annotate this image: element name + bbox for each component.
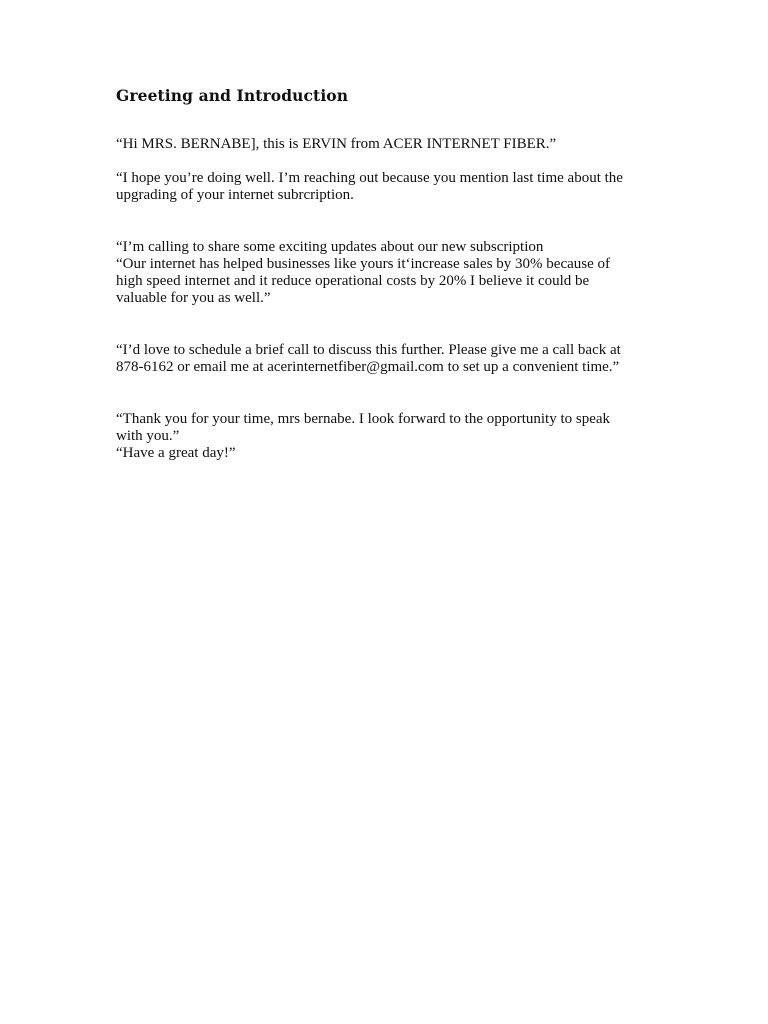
text-line: “I hope you’re doing well. I’m reaching out because you mention last time about the	[116, 170, 623, 186]
text-line: high speed internet and it reduce operational costs by 20% I believe it could be	[116, 273, 590, 289]
text-line: “I’d love to schedule a brief call to discuss this further. Please give me a call back at	[116, 342, 621, 358]
text-line: “Thank you for your time, mrs bernabe. I look forward to the opportunity to speak	[116, 411, 611, 427]
text-line: valuable for you as well.”	[116, 290, 271, 306]
document-body	[116, 86, 656, 462]
document-heading: Greeting and Introduction	[116, 86, 349, 105]
text-line: “Hi MRS. BERNABE], this is ERVIN from ACER INTERNET FIBER.”	[116, 136, 557, 152]
schedule-paragraph	[116, 342, 656, 376]
intro-paragraph	[116, 170, 656, 204]
text-line: “Have a great day!”	[116, 445, 236, 461]
closing-paragraph	[116, 411, 656, 462]
updates-paragraph	[116, 239, 656, 307]
text-line: upgrading of your internet subrcription.	[116, 187, 354, 203]
text-line: 878-6162 or email me at acerinternetfiber@gmail.com to set up a convenient time.”	[116, 359, 620, 375]
text-line: with you.”	[116, 428, 180, 444]
greeting-paragraph	[116, 136, 656, 153]
text-line: “I’m calling to share some exciting updates about our new subscription	[116, 239, 544, 255]
text-line: “Our internet has helped businesses like yours it‘increase sales by 30% because of	[116, 256, 611, 272]
